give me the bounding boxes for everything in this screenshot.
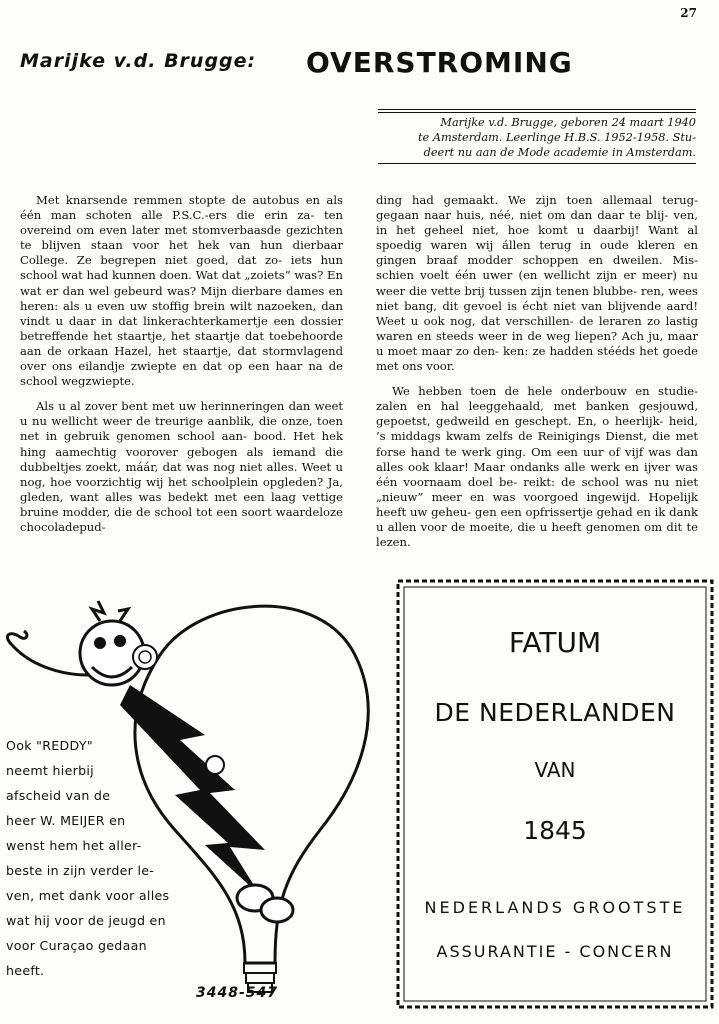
reddy-advertisement: [0, 575, 375, 1015]
page-number: 27: [680, 6, 697, 20]
reddy-arm: [7, 631, 88, 675]
article-paragraph: Als u al zover bent met uw herinneringen dan weet u nu wellicht weer de treurige aanblik, die onze, toen net in gebruik genomen school aan- bood. Het hek hing aamechtig voorover gebogen als iemand die dubbeltjes zoekt, máár, dat was nog niet alles. Weet u nog, hoe voorzichtig wij het schoolplein opgleden? Ja, gleden, want alles was bedekt met een laag vettige bruine modder, die de school tot een soort waardeloze chocoladepud-: [20, 399, 343, 534]
fatum-slogan-1: NEDERLANDS GROOTSTE: [424, 898, 686, 917]
reddy-eye: [94, 637, 106, 649]
fatum-company-name: FATUM: [508, 626, 602, 659]
reddy-hand: [206, 756, 224, 774]
article-column-left: [20, 193, 343, 545]
bio-top-rule: [378, 109, 696, 110]
reddy-line: neemt hierbij: [6, 763, 94, 778]
bio-line: Marijke v.d. Brugge, geboren 24 maart 1940: [440, 116, 696, 129]
reddy-line: heer W. MEIJER en: [6, 813, 126, 828]
reddy-message: [6, 733, 169, 983]
author-heading: Marijke v.d. Brugge:: [20, 50, 257, 72]
fatum-slogan-2: ASSURANTIE - CONCERN: [436, 942, 674, 961]
bio-bottom-rule: [378, 163, 696, 164]
article-paragraph: We hebben toen de hele onderbouw en studie- zalen en hal leeggehaald, met banken gesjouwd, gepoetst, gedweild en geschept. En, o heerlijk- heid, ’s middags kwam zelfs de Reinigings Dienst, die met forse hand te werk ging. Om een uur of vijf was dan alles ook klaar! Maar ondanks alle werk en ijver was één voornaam doel be- reikt: de school was nu niet „nieuw” meer en was voorgoed ingewijd. Hopelijk heeft uw geheu- gen een opfrissertje gehad en ik dank u allen voor de moeite, die u heeft genomen om dit te lezen.: [376, 384, 698, 550]
lightning-hair: [92, 601, 104, 621]
reddy-line: wenst hem het aller-: [6, 838, 142, 853]
fatum-advertisement: [395, 578, 715, 1010]
bio-line: deert nu aan de Mode academie in Amsterdam.: [423, 146, 696, 159]
fatum-van: VAN: [534, 758, 576, 782]
reddy-line: afscheid van de: [6, 788, 111, 803]
article-column-right: [376, 193, 698, 560]
fatum-subtitle: DE NEDERLANDEN: [434, 698, 676, 727]
fatum-year: 1845: [523, 816, 587, 845]
bio-line: te Amsterdam. Leerlinge H.B.S. 1952-1958. Stu-: [418, 131, 696, 144]
bio-top-rule-2: [378, 112, 696, 113]
author-bio: [378, 115, 696, 160]
article-paragraph: Met knarsende remmen stopte de autobus en als één man schoten alle P.S.C.-ers die erin za- ten overeind om even later met stomverbaasde gezichten te blijven staan voor het hek van hun dierbaar College. Ze begrepen niet goed, dat zo- iets hun school wat had kunnen doen. Wat dat „zoiets” was? En wat er dan wel gebeurd was? Mijn dierbare dames en heren: als u even uw stoffig brein wilt nazoeken, dan vindt u daar in dat linkerachterkamertje een dossier betreffende het staartje, het staartje dat toebehoorde aan de orkaan Hazel, het staartje, dat stormvlagend over ons eilandje zwiepte en dat op een haar na de school wegzwiepte.: [20, 193, 343, 389]
reddy-line: beste in zijn verder le-: [6, 863, 155, 878]
reddy-phone-number: 3448-547: [196, 985, 278, 1001]
reddy-line: Ook "REDDY": [6, 738, 93, 753]
reddy-ear: [133, 645, 157, 669]
reddy-line: heeft.: [6, 963, 45, 978]
article-title: overstroming: [306, 36, 573, 82]
reddy-line: voor Curaçao gedaan: [6, 938, 147, 953]
reddy-line: wat hij voor de jeugd en: [6, 913, 166, 928]
article-paragraph: ding had gemaakt. We zijn toen allemaal terug- gegaan naar huis, néé, niet om dan daar te blij- ven, in het geheel niet, hoe komt u daarbij! Want al spoedig waren wij állen terug in oude kleren en gingen braaf modder schoppen en dweilen. Mis- schien voelt één uwer (en wellicht zijn er meer) nu weer die vette brij tussen zijn tenen blubbe- ren, wees niet bang, dit gevoel is écht niet van blijvende aard! Weet u ook nog, dat verschillen- de leraren zo lastig waren en steeds weer in de weg liepen? Ach ju, maar u moet maar zo den- ken: ze hadden stééds het goede met ons voor.: [376, 193, 698, 374]
reddy-line: ven, met dank voor alles: [6, 888, 170, 903]
